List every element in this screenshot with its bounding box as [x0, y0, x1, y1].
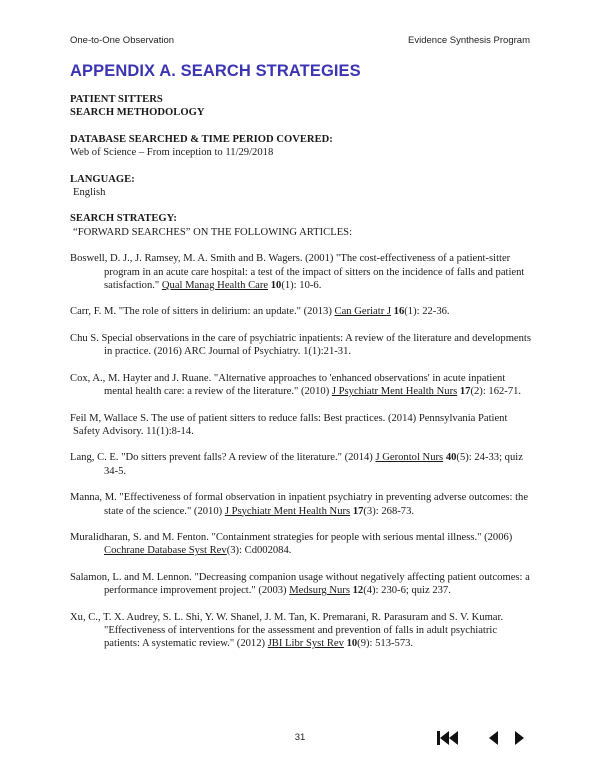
journal-link[interactable]: JBI Libr Syst Rev [267, 638, 344, 650]
journal-link[interactable]: Medsurg Nurs [289, 585, 350, 597]
section-heading-methodology: SEARCH METHODOLOGY [70, 107, 205, 119]
reference-item: Carr, F. M. "The role of sitters in delirium: an update." (2013) Can Geriatr J 16(1): 22-36. [70, 306, 450, 318]
first-page-button[interactable] [437, 729, 459, 747]
reference-item: Lang, C. E. "Do sitters prevent falls? A review of the literature." (2014) J Gerontol Nurs 40(5): 24-33; quiz 34-5. [70, 452, 523, 477]
previous-page-button[interactable] [487, 729, 499, 747]
strategy-text: “FORWARD SEARCHES” ON THE FOLLOWING ARTICLES: [73, 226, 353, 238]
reference-item: Boswell, D. J., J. Ramsey, M. A. Smith and B. Wagers. (2001) "The cost-effectiveness of a patient-sitter program in an acute care hospital: a test of the impact of sitters on the incidence of falls and patient satisfaction." Qual Manag Health Care 10(1): 10-6. [70, 253, 525, 292]
reference-item: Feil M, Wallace S. The use of patient sitters to reduce falls: Best practices. (2014) Pennsylvania Patient Safety Advisory. 11(1):8-14. [70, 412, 508, 437]
reference-item: Cox, A., M. Hayter and J. Ruane. "Alternative approaches to 'enhanced observations' in acute inpatient mental health care: a review of the literature." (2010) J Psychiatr Ment Health Nurs 17(2): 162-71. [70, 372, 522, 398]
reference-item: Manna, M. "Effectiveness of formal observation in inpatient psychiatry in preventing adverse outcomes: the state of the science." (2010) J Psychiatr Ment Health Nurs 17(3): 268-73. [70, 492, 529, 517]
reference-item: Chu S. Special observations in the care of psychiatric inpatients: A review of the literature and developments in practice. (2016) ARC Journal of Psychiatry. 1(1):21-31. [70, 332, 531, 358]
next-page-button[interactable] [514, 729, 526, 747]
page-number: 31 [294, 732, 306, 743]
journal-link[interactable]: J Psychiatr Ment Health Nurs [331, 386, 458, 398]
journal-link[interactable]: J Psychiatr Ment Health Nurs [224, 505, 351, 517]
journal-link[interactable]: Can Geriatr J [334, 306, 391, 318]
section-heading-patient-sitters: PATIENT SITTERS [70, 94, 163, 105]
journal-link[interactable]: Cochrane Database Syst Rev [104, 545, 227, 557]
first-page-icon [437, 729, 459, 747]
page-title: APPENDIX A. SEARCH STRATEGIES [70, 62, 361, 80]
running-header-left: One-to-One Observation [70, 35, 175, 46]
language-heading: LANGUAGE: [70, 173, 135, 185]
language-text: English [73, 187, 106, 199]
journal-link[interactable]: Qual Manag Health Care [161, 280, 269, 292]
journal-link[interactable]: J Gerontol Nurs [375, 452, 444, 464]
reference-item: Xu, C., T. X. Audrey, S. L. Shi, Y. W. Shanel, J. M. Tan, K. Premarani, R. Parasuram and S. V. Kumar. "Effectiveness of interventions for the assessment and prevention of falls in adult psychiatric patients: A systematic review." (2012) JBI Libr Syst Rev 10(9): 513-573. [70, 611, 504, 650]
running-header-right: Evidence Synthesis Program [408, 35, 530, 46]
next-page-icon [514, 729, 526, 747]
previous-page-icon [487, 729, 499, 747]
strategy-heading: SEARCH STRATEGY: [70, 213, 177, 225]
database-text: Web of Science – From inception to 11/29/2018 [70, 147, 274, 159]
reference-item: Salamon, L. and M. Lennon. "Decreasing companion usage without negatively affecting patient outcomes: a performance improvement project." (2003) Medsurg Nurs 12(4): 230-6; quiz 237. [70, 571, 530, 597]
document-body [70, 93, 532, 664]
reference-item: Muralidharan, S. and M. Fenton. "Containment strategies for people with serious mental illness." (2006) Cochrane Database Syst Rev(3): Cd002084. [70, 531, 513, 557]
database-heading: DATABASE SEARCHED & TIME PERIOD COVERED: [70, 133, 333, 145]
